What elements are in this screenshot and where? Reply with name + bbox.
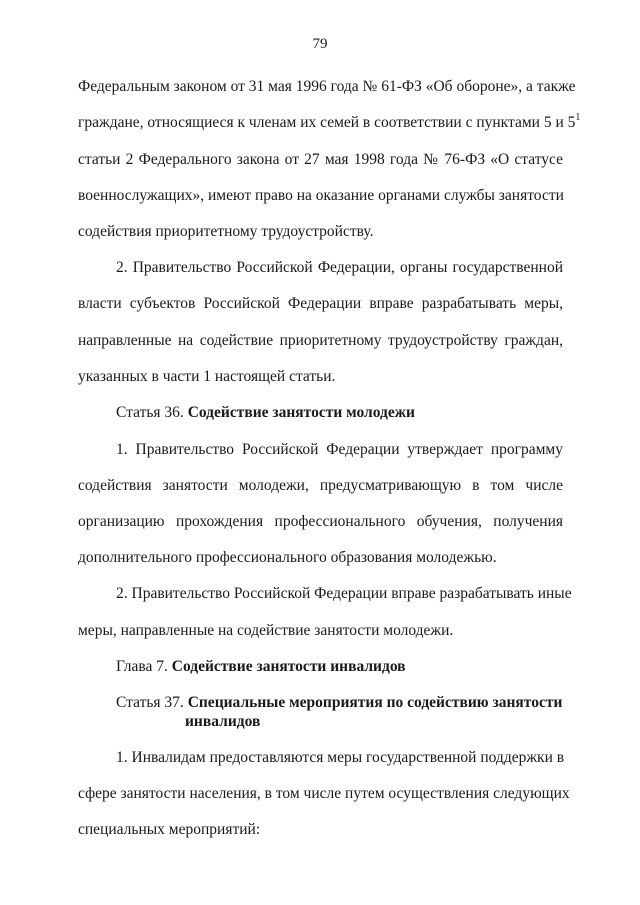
- text-line: сфере занятости населения, в том числе путем осуществления следующих: [78, 785, 570, 802]
- text-line: [78, 112, 581, 133]
- text-line: 2. Правительство Российской Федерации, органы государственной: [116, 259, 563, 276]
- chapter-heading: [116, 657, 563, 677]
- article-heading: [116, 693, 563, 713]
- text-line: направленные на содействие приоритетному трудоустройству граждан,: [78, 332, 563, 349]
- article-prefix: Статья 37.: [116, 694, 184, 711]
- text-line: Федеральным законом от 31 мая 1996 года № 61-ФЗ «Об обороне», а также: [78, 78, 576, 95]
- superscript: 1: [575, 112, 581, 123]
- text-line: меры, направленные на содействие занятости молодежи.: [78, 622, 454, 639]
- article-title: Специальные мероприятия по содействию занятости: [187, 694, 563, 711]
- text-line: содействия занятости молодежи, предусматривающую в том числе: [78, 477, 563, 494]
- text-line: 2. Правительство Российской Федерации вправе разрабатывать иные: [116, 585, 572, 602]
- article-title: Содействие занятости молодежи: [187, 404, 415, 421]
- text-line: организацию прохождения профессионального обучения, получения: [78, 513, 563, 530]
- text-line: содействия приоритетному трудоустройству.: [78, 223, 374, 240]
- text-line: власти субъектов Российской Федерации вправе разрабатывать меры,: [78, 295, 563, 312]
- page-number: 79: [312, 36, 328, 52]
- text-line: военнослужащих», имеют право на оказание органами службы занятости: [78, 187, 564, 204]
- article-prefix: Статья 36.: [116, 404, 184, 421]
- text-line: 1. Правительство Российской Федерации утверждает программу: [116, 441, 563, 458]
- article-title-continuation: [185, 712, 565, 732]
- text-line: указанных в части 1 настоящей статьи.: [78, 368, 336, 385]
- chapter-title: Содействие занятости инвалидов: [171, 658, 406, 675]
- chapter-prefix: Глава 7.: [116, 658, 168, 675]
- text-line: статьи 2 Федерального закона от 27 мая 1998 года № 76-ФЗ «О статусе: [78, 151, 563, 168]
- article-heading: [116, 403, 563, 423]
- text-line: дополнительного профессионального образования молодежью.: [78, 549, 497, 566]
- article-title: инвалидов: [185, 713, 261, 730]
- text-line: специальных мероприятий:: [78, 821, 261, 838]
- text-line: 1. Инвалидам предоставляются меры государственной поддержки в: [116, 749, 565, 766]
- text-span: граждане, относящиеся к членам их семей в соответствии с пунктами 5 и 5: [78, 114, 576, 131]
